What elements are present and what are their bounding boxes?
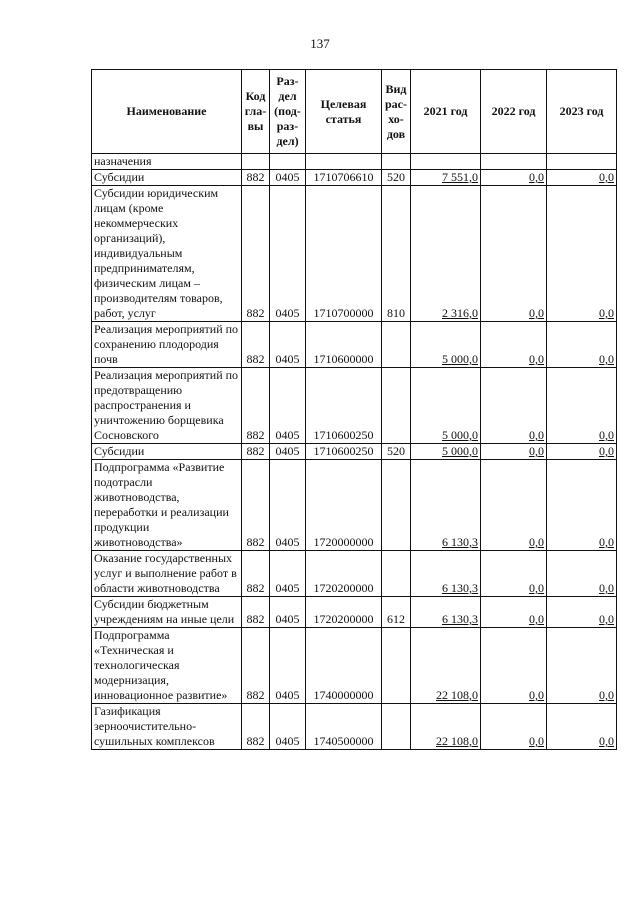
row-article [306, 154, 382, 170]
table-row [92, 460, 617, 551]
row-chapter: 882 [242, 460, 270, 551]
row-name: Субсидии [92, 444, 242, 460]
row-article: 1720200000 [306, 597, 382, 628]
row-2023: 0,0 [547, 628, 617, 704]
row-chapter [242, 154, 270, 170]
row-article: 1740000000 [306, 628, 382, 704]
row-2021: 5 000,0 [411, 322, 481, 368]
table-row [92, 322, 617, 368]
row-2022: 0,0 [481, 368, 547, 444]
row-2021: 5 000,0 [411, 444, 481, 460]
row-article: 1710600250 [306, 444, 382, 460]
header-chapter-code: Код гла- вы [242, 70, 270, 154]
row-2022: 0,0 [481, 444, 547, 460]
row-article: 1720000000 [306, 460, 382, 551]
row-section: 0405 [270, 597, 306, 628]
row-article: 1710600250 [306, 368, 382, 444]
row-section: 0405 [270, 186, 306, 322]
row-chapter: 882 [242, 551, 270, 597]
row-chapter: 882 [242, 170, 270, 186]
row-type: 520 [382, 444, 411, 460]
row-2022: 0,0 [481, 460, 547, 551]
row-2022: 0,0 [481, 628, 547, 704]
row-name: Подпрограмма «Техническая и технологическая модернизация, инновационное развитие» [92, 628, 242, 704]
row-section: 0405 [270, 551, 306, 597]
table-row [92, 597, 617, 628]
table-row [92, 368, 617, 444]
row-2021: 6 130,3 [411, 551, 481, 597]
row-name: назначения [92, 154, 242, 170]
header-row [92, 70, 617, 154]
row-2022: 0,0 [481, 597, 547, 628]
row-name: Субсидии [92, 170, 242, 186]
header-expense-type: Вид рас- хо- дов [382, 70, 411, 154]
row-2023: 0,0 [547, 460, 617, 551]
row-2023: 0,0 [547, 444, 617, 460]
row-name: Реализация мероприятий по сохранению плодородия почв [92, 322, 242, 368]
row-type: 520 [382, 170, 411, 186]
table-row [92, 170, 617, 186]
row-article: 1710706610 [306, 170, 382, 186]
row-type [382, 704, 411, 750]
header-section: Раз- дел (под- раз- дел) [270, 70, 306, 154]
row-type [382, 368, 411, 444]
row-type: 810 [382, 186, 411, 322]
row-article: 1740500000 [306, 704, 382, 750]
row-article: 1710700000 [306, 186, 382, 322]
row-2022: 0,0 [481, 704, 547, 750]
table-row [92, 551, 617, 597]
row-2023: 0,0 [547, 704, 617, 750]
row-section: 0405 [270, 322, 306, 368]
row-name: Субсидии бюджетным учреждениям на иные цели [92, 597, 242, 628]
row-name: Субсидии юридическим лицам (кроме некоммерческих организаций), индивидуальным предпринимателям, физическим лицам – производителям товаров, работ, услуг [92, 186, 242, 322]
table-row [92, 704, 617, 750]
row-section: 0405 [270, 704, 306, 750]
row-name: Реализация мероприятий по предотвращению распространения и уничтожению борщевика Сосновского [92, 368, 242, 444]
row-2021: 2 316,0 [411, 186, 481, 322]
row-2023: 0,0 [547, 186, 617, 322]
header-2021: 2021 год [411, 70, 481, 154]
row-name: Оказание государственных услуг и выполнение работ в области животноводства [92, 551, 242, 597]
row-2023: 0,0 [547, 368, 617, 444]
row-chapter: 882 [242, 704, 270, 750]
row-type: 612 [382, 597, 411, 628]
row-name: Газификация зерноочистительно-сушильных комплексов [92, 704, 242, 750]
row-section: 0405 [270, 368, 306, 444]
row-section: 0405 [270, 444, 306, 460]
row-2023: 0,0 [547, 597, 617, 628]
row-2021 [411, 154, 481, 170]
row-article: 1710600000 [306, 322, 382, 368]
page-number: 137 [310, 36, 330, 51]
row-article: 1720200000 [306, 551, 382, 597]
row-2021: 6 130,3 [411, 460, 481, 551]
row-chapter: 882 [242, 368, 270, 444]
row-2021: 5 000,0 [411, 368, 481, 444]
table-row [92, 186, 617, 322]
row-chapter: 882 [242, 597, 270, 628]
row-2022: 0,0 [481, 551, 547, 597]
row-2022 [481, 154, 547, 170]
row-2023 [547, 154, 617, 170]
table-row [92, 444, 617, 460]
row-2022: 0,0 [481, 186, 547, 322]
row-section: 0405 [270, 170, 306, 186]
header-name: Наименование [92, 70, 242, 154]
row-2021: 22 108,0 [411, 628, 481, 704]
row-2022: 0,0 [481, 322, 547, 368]
header-2022: 2022 год [481, 70, 547, 154]
row-2023: 0,0 [547, 551, 617, 597]
table-row [92, 628, 617, 704]
row-2021: 22 108,0 [411, 704, 481, 750]
row-type [382, 322, 411, 368]
row-type [382, 551, 411, 597]
row-2023: 0,0 [547, 170, 617, 186]
row-chapter: 882 [242, 444, 270, 460]
budget-table [91, 69, 617, 750]
row-section [270, 154, 306, 170]
row-chapter: 882 [242, 628, 270, 704]
row-2022: 0,0 [481, 170, 547, 186]
row-2023: 0,0 [547, 322, 617, 368]
row-chapter: 882 [242, 186, 270, 322]
row-name: Подпрограмма «Развитие подотрасли животноводства, переработки и реализации продукции животноводства» [92, 460, 242, 551]
row-section: 0405 [270, 628, 306, 704]
row-2021: 7 551,0 [411, 170, 481, 186]
row-type [382, 628, 411, 704]
header-2023: 2023 год [547, 70, 617, 154]
table-row [92, 154, 617, 170]
header-target-article: Целевая статья [306, 70, 382, 154]
row-2021: 6 130,3 [411, 597, 481, 628]
row-chapter: 882 [242, 322, 270, 368]
row-type [382, 154, 411, 170]
row-type [382, 460, 411, 551]
row-section: 0405 [270, 460, 306, 551]
